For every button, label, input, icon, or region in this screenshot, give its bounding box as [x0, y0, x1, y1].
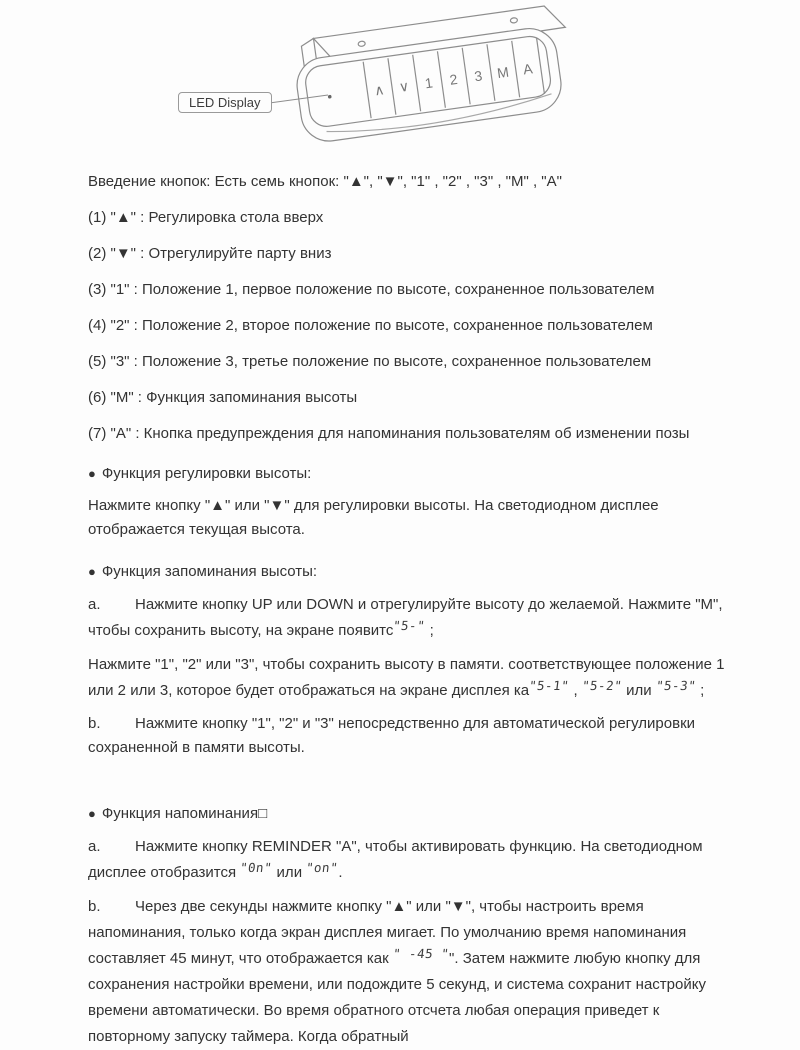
memory-step-b: [88, 712, 738, 760]
led-code-on-lower: "on": [305, 860, 340, 875]
item-label-a: a.: [88, 838, 101, 855]
reminder-heading-text: Функция напоминания□: [101, 805, 268, 822]
button-up: ∧: [373, 81, 386, 99]
button-def-6: (6) "М" : Функция запоминания высоты: [88, 389, 358, 406]
button-m: M: [496, 63, 510, 82]
memory-step-a-text: Нажмите кнопку UP или DOWN и отрегулируйте высоту до желаемой. Нажмите "M", чтобы сохранить высоту, на экране появитс: [88, 596, 723, 639]
reminder-step-b-text: Через две секунды нажмите кнопку "▲" или "▼", чтобы настроить время напоминания, только когда экран дисплея мигает. По умолчанию время напоминания составляет 45 минут, что отображается как: [88, 898, 687, 967]
button-def-4: (4) "2" : Положение 2, второе положение по высоте, сохраненное пользователем: [88, 317, 653, 334]
button-3: 3: [473, 67, 484, 85]
item-label-a: a.: [88, 596, 101, 613]
button-def-1: (1) "▲" : Регулировка стола вверх: [88, 209, 324, 226]
led-code-s2: "5-2": [580, 678, 623, 693]
reminder-section-heading: [88, 802, 738, 826]
button-a: A: [522, 60, 534, 78]
reminder-step-b-tail: ". Затем нажмите любую кнопку для сохранения настройки времени, или подождите 5 секунд, и система сохранит настройку времени автоматически. Во время обратного отсчета любая операция приведет к повторному запуску таймера. Когда обратный: [88, 950, 706, 1045]
led-code-on-upper: "0n": [239, 860, 274, 875]
height-section-body: Нажмите кнопку "▲" или "▼" для регулировки высоты. На светодиодном дисплее отображается текущая высота.: [88, 497, 659, 538]
led-code-s1: "5-1": [528, 678, 571, 693]
button-1: 1: [423, 74, 434, 92]
button-def-7: (7) "А" : Кнопка предупреждения для напоминания пользователям об изменении позы: [88, 425, 690, 442]
memory-section-heading: [88, 560, 738, 584]
button-def-2: (2) "▼" : Отрегулируйте парту вниз: [88, 245, 332, 262]
reminder-step-a: [88, 834, 738, 886]
memory-step-a-tail: ;: [425, 622, 434, 639]
intro-line: Введение кнопок: Есть семь кнопок: "▲", "▼", "1" , "2" , "3" , "М" , "А": [88, 173, 562, 190]
item-label-b: b.: [88, 715, 101, 732]
control-panel-drawing: [170, 0, 590, 152]
led-code-s3: "5-3": [654, 678, 697, 693]
bullet-icon: ●: [88, 806, 96, 821]
height-section-heading: [88, 462, 738, 486]
led-display-label: [178, 92, 272, 113]
bullet-icon: ●: [88, 466, 96, 481]
reminder-step-a-tail: .: [338, 864, 343, 881]
item-label-b: b.: [88, 898, 101, 915]
reminder-step-b: [88, 894, 738, 1050]
control-panel-diagram: [0, 0, 800, 152]
led-code-45: " -45 ": [391, 946, 451, 961]
memory-heading-text: Функция запоминания высоты:: [101, 563, 318, 580]
reminder-step-a-text: Нажмите кнопку REMINDER "A", чтобы активировать функцию. На светодиодном дисплее отобразится: [88, 838, 703, 881]
manual-text: [88, 170, 738, 1050]
memory-save-sep1: ,: [569, 682, 582, 699]
memory-step-b-text: Нажмите кнопку "1", "2" и "3" непосредственно для автоматической регулировки сохраненной в памяти высоты.: [88, 715, 696, 756]
memory-save-text: Нажмите "1", "2" или "3", чтобы сохранить высоту в памяти. соответствующее положение 1 или 2 или 3, которое будет отображаться на экране дисплея ка: [88, 656, 725, 699]
memory-step-a: [88, 592, 738, 644]
memory-save-sep2: или: [621, 682, 656, 699]
button-2: 2: [448, 70, 459, 88]
button-down: ∨: [397, 77, 411, 95]
led-code-s-dash: "5-": [392, 618, 427, 633]
bullet-icon: ●: [88, 564, 96, 579]
button-def-5: (5) "3" : Положение 3, третье положение по высоте, сохраненное пользователем: [88, 353, 652, 370]
reminder-step-a-mid: или: [272, 864, 307, 881]
led-display-label-text: LED Display: [189, 95, 261, 110]
height-heading-text: Функция регулировки высоты:: [101, 465, 312, 482]
button-def-3: (3) "1" : Положение 1, первое положение по высоте, сохраненное пользователем: [88, 281, 655, 298]
memory-save-paragraph: [88, 652, 738, 704]
memory-save-tail: ;: [695, 682, 705, 699]
